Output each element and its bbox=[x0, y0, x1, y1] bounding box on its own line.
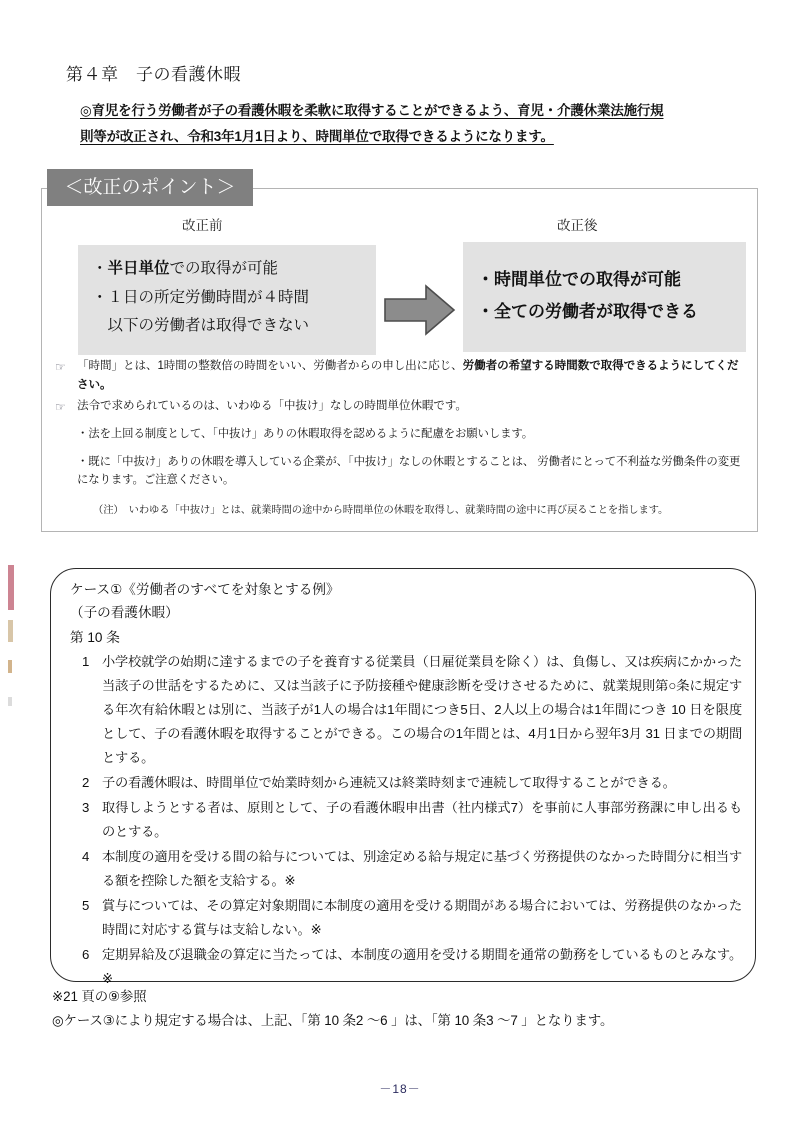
note-item bbox=[55, 357, 745, 395]
pointing-hand-icon: ☞ bbox=[55, 399, 66, 414]
revision-points-ribbon: ＜改正のポイント＞ bbox=[47, 169, 253, 206]
case-subtitle: （子の看護休暇） bbox=[70, 605, 179, 621]
note-text-1-bold-cont: してください。 bbox=[77, 359, 739, 391]
after-line-1: ・時間単位での取得が可能 bbox=[477, 270, 681, 289]
note-text-1 bbox=[77, 357, 745, 395]
before-line-3: 以下の労働者は取得できない bbox=[92, 317, 310, 335]
column-header-before: 改正前 bbox=[182, 218, 223, 233]
before-line-1-rest: での取得が可能 bbox=[169, 260, 279, 277]
clause-row bbox=[70, 943, 742, 991]
before-line-1: ・半日単位での取得が可能 bbox=[92, 260, 279, 277]
case-title: ケース①《労働者のすべてを対象とする例》 bbox=[70, 582, 340, 597]
case-example-content bbox=[70, 578, 742, 991]
margin-artifact bbox=[8, 620, 13, 642]
after-comparison-box bbox=[463, 242, 746, 352]
parenthetical-note: （注） いわゆる「中抜け」とは、就業時間の途中から時間単位の休暇を取得し、就業時間の途中に再び戻ることを指します。 bbox=[93, 504, 669, 516]
footnote-case3: ◎ケース③により規定する場合は、上記、「第 10 条2 ～6 」は、「第 10 条3 ～7 」となります。 bbox=[52, 1013, 614, 1028]
before-line-1-bold: 半日単位 bbox=[107, 260, 170, 277]
clause-number: 3 bbox=[82, 800, 90, 816]
clause-number: 2 bbox=[82, 775, 90, 791]
sub-note-2: ・既に「中抜け」ありの休暇を導入している企業が、「中抜け」なしの休暇とすることは、 労働者にとって不利益な労働条件の変更になります。ご注意ください。 bbox=[77, 455, 741, 487]
lead-line-2: 則等が改正され、令和3年1月1日より、時間単位で取得できるようになります。 bbox=[80, 129, 554, 145]
before-comparison-box bbox=[78, 245, 376, 355]
clause-text: 定期昇給及び退職金の算定に当たっては、本制度の適用を受ける期間を通常の勤務をしているものとみなす。※ bbox=[102, 947, 742, 987]
right-arrow-icon bbox=[384, 283, 456, 337]
clause-text: 子の看護休暇は、時間単位で始業時刻から連続又は終業時刻まで連続して取得することができる。 bbox=[102, 775, 676, 791]
revision-notes-list bbox=[55, 357, 745, 518]
column-header-after: 改正後 bbox=[557, 218, 598, 233]
margin-artifact bbox=[8, 565, 14, 610]
clause-text: 賞与については、その算定対象期間に本制度の適用を受ける期間がある場合においては、労務提供のなかった時間に対応する賞与は支給しない。※ bbox=[102, 898, 742, 938]
footnote-reference: ※21 頁の⑨参照 bbox=[52, 989, 147, 1004]
lead-line-1: ◎育児を行う労働者が子の看護休暇を柔軟に取得することができるよう、育児・介護休業法施行規 bbox=[80, 103, 664, 118]
clause-row bbox=[70, 845, 742, 893]
note-text-2: 法令で求められているのは、いわゆる「中抜け」なしの時間単位休暇です。 bbox=[77, 398, 467, 412]
clause-row bbox=[70, 650, 742, 770]
after-line-2: ・全ての労働者が取得できる bbox=[477, 302, 698, 322]
clause-number: 4 bbox=[82, 849, 90, 865]
clause-text: 小学校就学の始期に達するまでの子を養育する従業員（日雇従業員を除く）は、負傷し、又は疾病にかかった当該子の世話をするために、又は当該子に予防接種や健康診断を受けさせるために、就業規則第○条に規定する年次有給休暇とは別に、当該子が1人の場合は1年間につき5日、2人以上の場合は1年間につき 10 日を限度として、子の看護休暇を取得することができる。この場合の1年間とは、4月1日から翌年3月 31 日までの期間とする。 bbox=[102, 654, 742, 766]
margin-artifact bbox=[8, 697, 12, 706]
clause-text: 取得しようとする者は、原則として、子の看護休暇申出書（社内様式7）を事前に人事部労務課に申し出るものとする。 bbox=[102, 800, 742, 840]
note-text-1-plain: 「時間」とは、1時間の整数倍の時間をいい、労働者からの申し出に応じ、 bbox=[77, 359, 463, 372]
clause-text: 本制度の適用を受ける間の給与については、別途定める給与規定に基づく労務提供のなかった時間分に相当する額を控除した額を支給する。※ bbox=[102, 849, 742, 889]
clause-row bbox=[70, 771, 742, 795]
note-item bbox=[55, 397, 745, 417]
clause-row bbox=[70, 894, 742, 942]
sub-note-1: ・法を上回る制度として、「中抜け」ありの休暇取得を認めるように配慮をお願いします。 bbox=[77, 428, 534, 441]
clause-number: 5 bbox=[82, 898, 90, 914]
margin-artifact bbox=[8, 660, 12, 673]
before-line-2: ・１日の所定労働時間が４時間 bbox=[92, 288, 310, 306]
clause-row bbox=[70, 796, 742, 844]
note-text-1-bold: 労働者の希望する時間数で取得できるように bbox=[462, 359, 693, 372]
chapter-title: 第４章 子の看護休暇 bbox=[66, 65, 241, 84]
pointing-hand-icon: ☞ bbox=[55, 360, 66, 374]
clause-number: 1 bbox=[82, 654, 90, 670]
clause-number: 6 bbox=[82, 947, 90, 963]
case-article-label: 第 10 条 bbox=[70, 629, 120, 645]
lead-paragraph bbox=[80, 98, 740, 151]
page-number: －18－ bbox=[379, 1082, 421, 1096]
